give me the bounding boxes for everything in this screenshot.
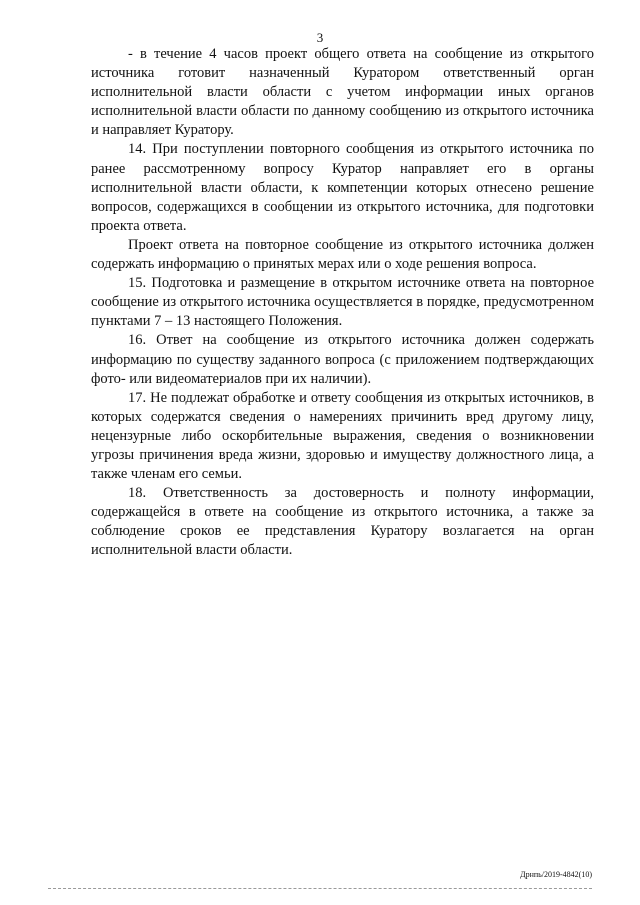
paragraph-1: - в течение 4 часов проект общего ответа на сообщение из открытого источника готовит назначенный Куратором ответственный орган исполнительной власти области с учетом информации иных органов исполнительной власти области по данному сообщению из открытого источника и направляет Куратору. (91, 46, 594, 139)
paragraph-3: Проект ответа на повторное сообщение из открытого источника должен содержать информацию о принятых мерах или о ходе решения вопроса. (91, 236, 594, 273)
page-number: 3 (316, 30, 324, 45)
paragraph-4: 15. Подготовка и размещение в открытом источнике ответа на повторное сообщение из открытого источника осуществляется в порядке, предусмотренном пунктами 7 – 13 настоящего Положения. (91, 275, 594, 330)
paragraph-7: 18. Ответственность за достоверность и полноту информации, содержащейся в ответе на сообщение из открытого источника, а также за соблюдение сроков ее представления Куратору возлагается на орган исполнительной власти области. (91, 485, 594, 559)
footer-divider (48, 888, 592, 889)
document-registration-code: Дрнпь/2019-4842(10) (520, 870, 592, 879)
paragraph-5: 16. Ответ на сообщение из открытого источника должен содержать информацию по существу заданного вопроса (с приложением подтверждающих фото- или видеоматериалов при их наличии). (91, 332, 594, 387)
paragraph-6: 17. Не подлежат обработке и ответу сообщения из открытых источников, в которых содержатся сведения о намерениях причинить вред другому лицу, нецензурные либо оскорбительные выражения, сведения о возникновении угрозы причинения вреда жизни, здоровью и имуществу должностного лица, а также членам его семьи. (91, 389, 594, 483)
document-body (91, 45, 594, 561)
paragraph-2: 14. При поступлении повторного сообщения из открытого источника по ранее рассмотренному вопросу Куратор направляет его в органы исполнительной власти области, к компетенции которых отнесено решение вопросов, содержащихся в сообщении из открытого источника, для подготовки проекта ответа. (91, 141, 594, 234)
